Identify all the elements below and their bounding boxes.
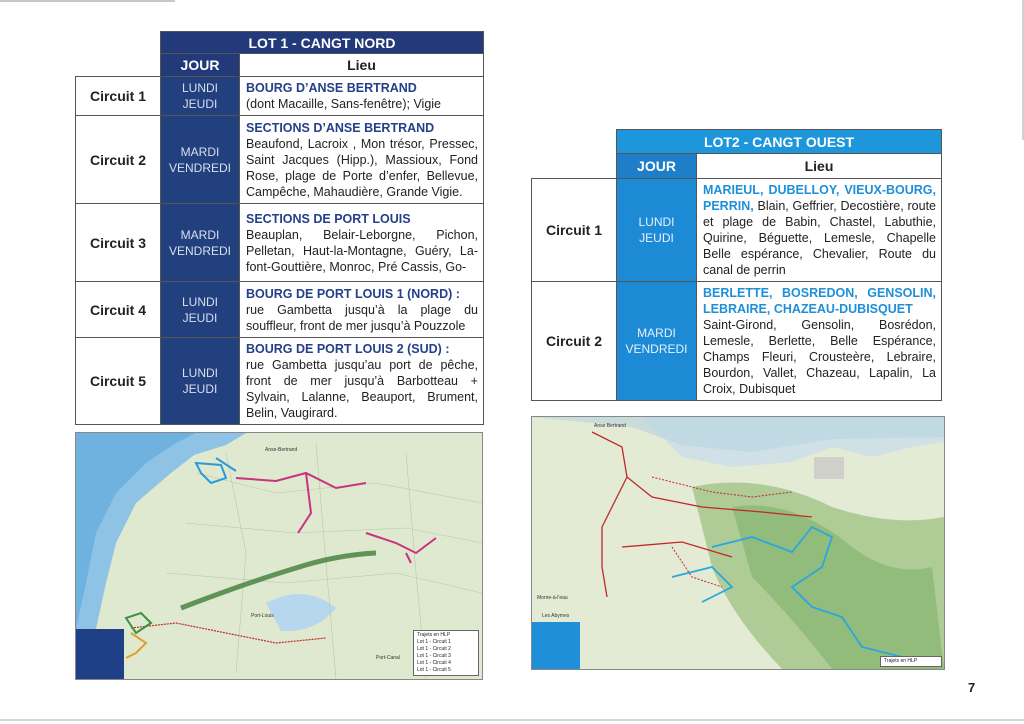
lot1-table bbox=[75, 31, 484, 425]
days-cell: LUNDI JEUDI bbox=[161, 282, 240, 338]
days-cell: LUNDI JEUDI bbox=[161, 338, 240, 425]
lot1-row-circuit5 bbox=[76, 338, 484, 425]
days-cell: LUNDI JEUDI bbox=[161, 77, 240, 116]
lieu-text: rue Gambetta jusqu’à la plage du souffleur, front de mer jusqu’à Pouzzole bbox=[246, 302, 478, 333]
lieu-heading: BERLETTE, BOSREDON, GENSOLIN, LEBRAIRE, CHAZEAU-DUBISQUET bbox=[703, 286, 936, 316]
lot2-title: LOT2 - CANGT OUEST bbox=[617, 130, 942, 154]
lieu-text: Beauplan, Belair-Leborgne, Pichon, Pelletan, Haut-la-Montagne, Guéry, La-font-Gouttière, Monroc, Pré Cassis, Go- bbox=[246, 227, 478, 274]
lot2-jour-header: JOUR bbox=[617, 154, 697, 179]
lieu-heading: SECTIONS DE PORT LOUIS bbox=[246, 211, 411, 226]
lieu-heading: BOURG DE PORT LOUIS 2 (SUD) : bbox=[246, 342, 450, 356]
lieu-text: Beaufond, Lacroix , Mon trésor, Pressec, Saint Jacques (Hipp.), Massioux, Fond Rose, plage de Porte d’enfer, Bellevue, Campêche, Mahaudière, Grande Vigie. bbox=[246, 136, 478, 199]
lot1-jour-header: JOUR bbox=[161, 54, 240, 77]
map2-legend: Trajets en HLP bbox=[880, 656, 942, 667]
lot2-row-circuit2 bbox=[532, 282, 942, 401]
lieu-text: Saint-Girond, Gensolin, Bosrédon, Lemesle, Berlette, Belle Espérance, Champs Fleuri, Crousteère, Lebraire, Bourdon, Vallet, Chazeau, Lapalin, La Croix, Dubisquet bbox=[703, 318, 936, 396]
days-cell: MARDI VENDREDI bbox=[161, 116, 240, 204]
days-cell: LUNDI JEUDI bbox=[617, 179, 697, 282]
lieu-heading: BOURG DE PORT LOUIS 1 (NORD) : bbox=[246, 286, 460, 301]
lieu-cell bbox=[240, 282, 484, 338]
map2-label-anse: Anse Bertrand bbox=[594, 423, 626, 429]
circuit-label: Circuit 2 bbox=[76, 116, 161, 204]
lieu-text: (dont Macaille, Sans-fenêtre); Vigie bbox=[246, 97, 442, 111]
lot1-row-circuit3 bbox=[76, 204, 484, 282]
circuit-label: Circuit 5 bbox=[76, 338, 161, 425]
map1-label-anse: Anse-Bertrand bbox=[265, 447, 298, 453]
lieu-heading: MARIEUL, DUBELLOY, VIEUX-BOURG, PERRIN, bbox=[703, 183, 936, 213]
lieu-cell bbox=[240, 77, 484, 116]
circuit-label: Circuit 4 bbox=[76, 282, 161, 338]
lot2-row-circuit1 bbox=[532, 179, 942, 282]
lot2-map-graphic bbox=[532, 417, 944, 669]
lieu-cell bbox=[240, 116, 484, 204]
days-cell: MARDI VENDREDI bbox=[161, 204, 240, 282]
lot1-lieu-header: Lieu bbox=[240, 54, 484, 77]
lot1-title: LOT 1 - CANGT NORD bbox=[161, 32, 484, 54]
lot2-map bbox=[531, 416, 945, 670]
lieu-cell bbox=[697, 179, 942, 282]
lot1-map bbox=[75, 432, 483, 680]
map1-legend: Trajets en HLP Lot 1 - Circuit 1 Lot 1 - Circuit 2 Lot 1 - Circuit 3 Lot 1 - Circuit 4 Lot 1 - Circuit 5 bbox=[413, 630, 479, 676]
lot2-lieu-header: Lieu bbox=[697, 154, 942, 179]
days-cell: MARDI VENDREDI bbox=[617, 282, 697, 401]
lieu-text: rue Gambetta jusqu’au port de pêche, front de mer jusqu’à Barbotteau + Sylvain, Lalanne, Beauport, Brument, Belin, Vaugirard. bbox=[246, 358, 478, 420]
map1-label-portlouis: Port-Louis bbox=[251, 613, 274, 619]
lot1-map-corner-block bbox=[76, 629, 124, 679]
lot1-row-circuit1 bbox=[76, 77, 484, 116]
map2-label-abymes: Les Abymes bbox=[542, 613, 570, 619]
top-rule bbox=[0, 0, 175, 2]
lieu-heading: SECTIONS D’ANSE BERTRAND bbox=[246, 120, 435, 135]
map2-label-morne: Morne-à-l'eau bbox=[537, 595, 568, 601]
lot2-map-corner-block bbox=[532, 622, 580, 669]
lieu-heading: BOURG D’ANSE BERTRAND bbox=[246, 81, 417, 95]
circuit-label: Circuit 3 bbox=[76, 204, 161, 282]
circuit-label: Circuit 1 bbox=[76, 77, 161, 116]
lieu-cell bbox=[240, 338, 484, 425]
circuit-label: Circuit 1 bbox=[532, 179, 617, 282]
lot1-row-circuit4 bbox=[76, 282, 484, 338]
map1-label-portcanal: Port-Canal bbox=[376, 655, 400, 661]
lieu-cell bbox=[697, 282, 942, 401]
circuit-label: Circuit 2 bbox=[532, 282, 617, 401]
bottom-rule bbox=[0, 719, 1024, 721]
page-number: 7 bbox=[968, 680, 976, 695]
lot1-row-circuit2 bbox=[76, 116, 484, 204]
lieu-cell bbox=[240, 204, 484, 282]
lot2-table bbox=[531, 129, 942, 401]
lieu-text: Blain, Geffrier, Decostière, route et plage de Babin, Chastel, Labuthie, Quirine, Béguette, Lemesle, Chapelle Belle espérance, Chevalier, Route du canal de perrin bbox=[703, 199, 936, 277]
